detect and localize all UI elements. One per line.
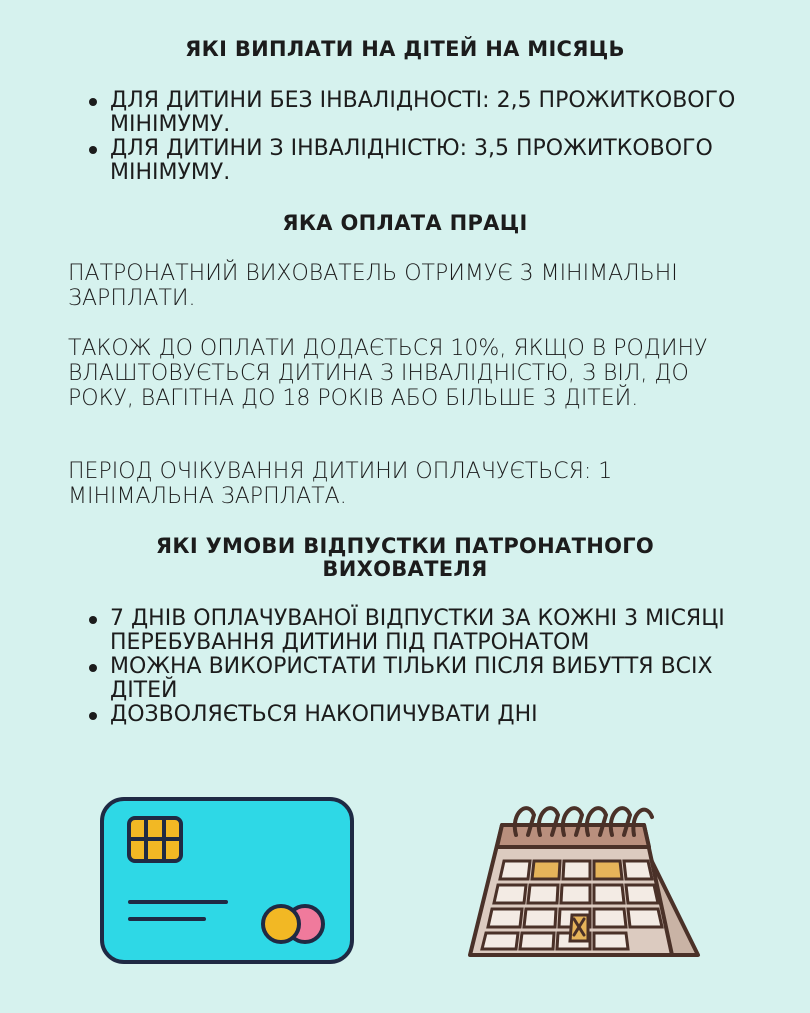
section-title-vacation: ЯКІ УМОВИ ВІДПУСТКИ ПАТРОНАТНОГО ВИХОВАТЕЛЯ <box>155 534 655 581</box>
payments-list <box>86 89 766 185</box>
list-item: ДЛЯ ДИТИНИ БЕЗ ІНВАЛІДНОСТІ: 2,5 ПРОЖИТКОВОГО МІНІМУМУ. <box>86 89 766 137</box>
bank-card-icon <box>98 795 358 967</box>
list-item: ДОЗВОЛЯЄТЬСЯ НАКОПИЧУВАТИ ДНІ <box>86 703 766 727</box>
bonus-paragraph: ТАКОЖ ДО ОПЛАТИ ДОДАЄТЬСЯ 10%, ЯКЩО В РОДИНУ ВЛАШТОВУЄТЬСЯ ДИТИНА З ІНВАЛІДНІСТЮ, З ВІЛ, ДО РОКУ, ВАГІТНА ДО 18 РОКІВ АБО БІЛЬШЕ 3 ДІТЕЙ. <box>68 336 708 411</box>
list-item: 7 ДНІВ ОПЛАЧУВАНОЇ ВІДПУСТКИ ЗА КОЖНІ 3 МІСЯЦІ ПЕРЕБУВАННЯ ДИТИНИ ПІД ПАТРОНАТОМ <box>86 607 766 655</box>
salary-paragraph: ПАТРОНАТНИЙ ВИХОВАТЕЛЬ ОТРИМУЄ 3 МІНІМАЛЬНІ ЗАРПЛАТИ. <box>68 261 678 311</box>
waiting-period-paragraph: ПЕРІОД ОЧІКУВАННЯ ДИТИНИ ОПЛАЧУЄТЬСЯ: 1 МІНІМАЛЬНА ЗАРПЛАТА. <box>68 459 613 509</box>
calendar-icon <box>466 795 708 967</box>
list-item: ДЛЯ ДИТИНИ З ІНВАЛІДНІСТЮ: 3,5 ПРОЖИТКОВОГО МІНІМУМУ. <box>86 137 766 185</box>
section-title-payments: ЯКІ ВИПЛАТИ НА ДІТЕЙ НА МІСЯЦЬ <box>185 37 625 61</box>
list-item: МОЖНА ВИКОРИСТАТИ ТІЛЬКИ ПІСЛЯ ВИБУТТЯ ВСІХ ДІТЕЙ <box>86 655 766 703</box>
vacation-list <box>86 607 766 727</box>
section-title-salary: ЯКА ОПЛАТА ПРАЦІ <box>282 211 528 235</box>
